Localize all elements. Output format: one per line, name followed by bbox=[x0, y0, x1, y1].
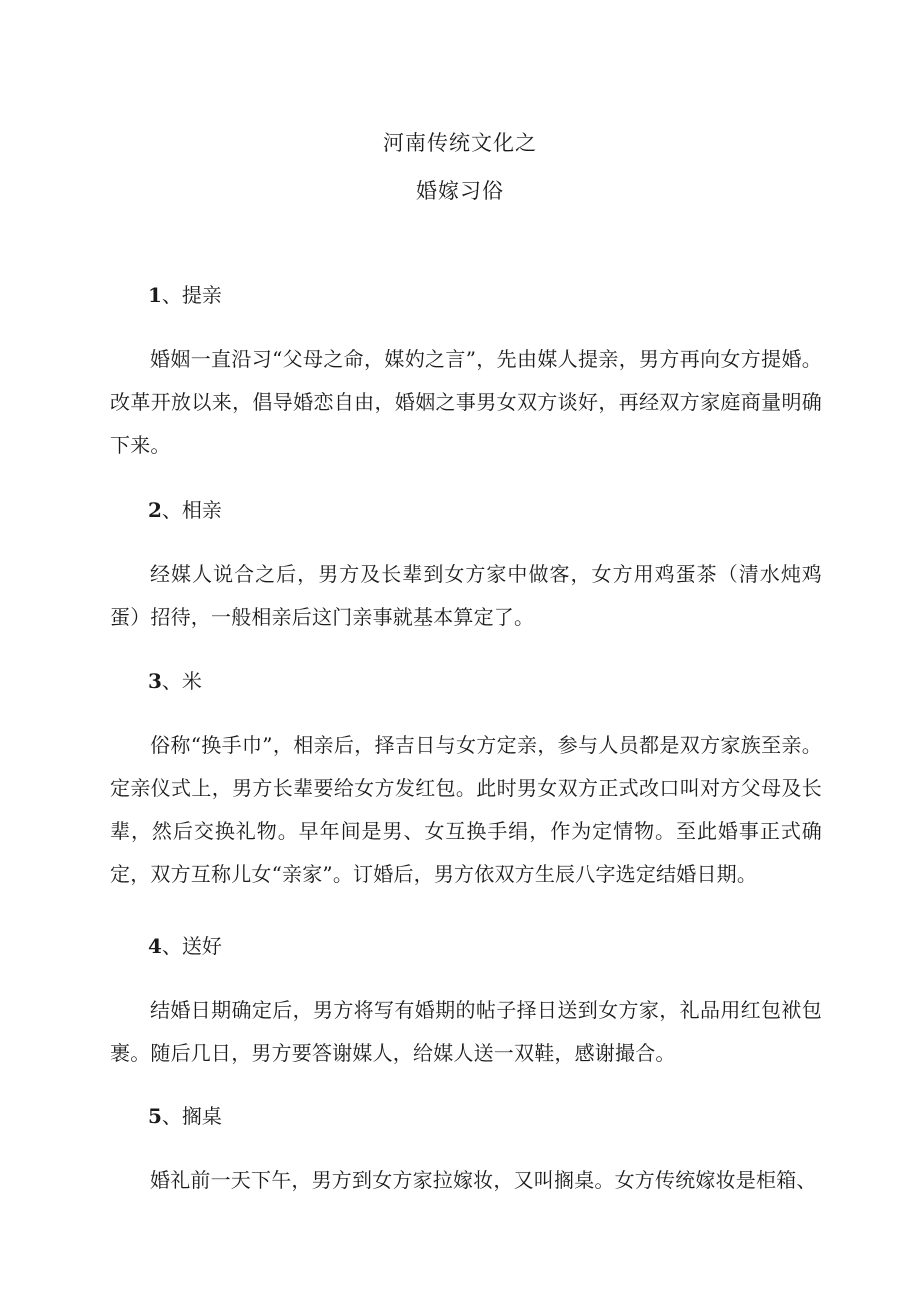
section-number: 2 bbox=[148, 498, 162, 522]
section-title: 米 bbox=[181, 669, 202, 693]
document-title-line1: 河南传统文化之 bbox=[383, 131, 537, 155]
section-heading-5 bbox=[148, 1102, 222, 1130]
section-paragraph-4: 结婚日期确定后，男方将写有婚期的帖子择日送到女方家，礼品用红包袱包裹。随后几日，男方要答谢媒人，给媒人送一双鞋，感谢撮合。 bbox=[110, 998, 822, 1065]
section-separator: 、 bbox=[161, 934, 182, 958]
section-heading-3 bbox=[148, 667, 202, 695]
section-paragraph-1: 婚姻一直沿习“父母之命，媒妁之言”，先由媒人提亲，男方再向女方提婚。改革开放以来，倡导婚恋自由，婚姻之事男女双方谈好，再经双方家庭商量明确下来。 bbox=[110, 347, 822, 457]
section-title: 相亲 bbox=[181, 498, 222, 522]
section-paragraph-5: 婚礼前一天下午，男方到女方家拉嫁妆，又叫搁桌。女方传统嫁妆是柜箱、 bbox=[150, 1168, 817, 1192]
section-paragraph-2: 经媒人说合之后，男方及长辈到女方家中做客，女方用鸡蛋茶（清水炖鸡蛋）招待，一般相亲后这门亲事就基本算定了。 bbox=[110, 562, 822, 629]
section-number: 5 bbox=[148, 1104, 162, 1128]
section-number: 1 bbox=[148, 283, 162, 307]
document-title-line2: 婚嫁习俗 bbox=[416, 179, 504, 203]
section-paragraph-3: 俗称“换手巾”，相亲后，择吉日与女方定亲，参与人员都是双方家族至亲。定亲仪式上，男方长辈要给女方发红包。此时男女双方正式改口叫对方父母及长辈，然后交换礼物。早年间是男、女互换手绢，作为定情物。至此婚事正式确定，双方互称儿女“亲家”。订婚后，男方依双方生辰八字选定结婚日期。 bbox=[110, 733, 822, 886]
section-number: 3 bbox=[148, 669, 162, 693]
section-number: 4 bbox=[148, 934, 162, 958]
section-separator: 、 bbox=[161, 1104, 182, 1128]
section-heading-1 bbox=[148, 281, 222, 309]
section-separator: 、 bbox=[161, 669, 182, 693]
section-title: 搁桌 bbox=[181, 1104, 222, 1128]
section-separator: 、 bbox=[161, 498, 182, 522]
section-heading-4 bbox=[148, 932, 222, 960]
section-title: 送好 bbox=[181, 934, 222, 958]
section-separator: 、 bbox=[161, 283, 182, 307]
section-heading-2 bbox=[148, 496, 222, 524]
section-title: 提亲 bbox=[181, 283, 222, 307]
